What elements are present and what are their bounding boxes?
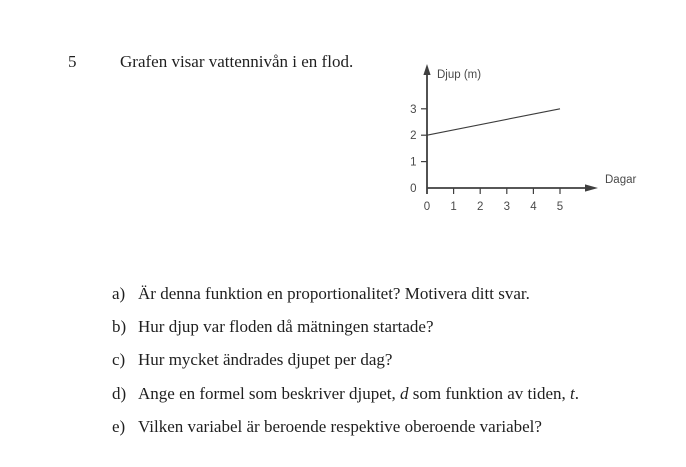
question-list (112, 277, 672, 443)
data-line (427, 109, 560, 135)
depth-vs-days-chart (398, 58, 674, 220)
x-tick-label: 0 (423, 201, 431, 213)
question-item-c (112, 343, 672, 376)
x-tick-label: 3 (503, 201, 511, 213)
question-text (138, 343, 392, 376)
x-tick-label: 1 (450, 201, 457, 213)
line-chart (398, 58, 674, 220)
x-tick-label: 5 (556, 201, 564, 213)
question-text (138, 310, 434, 343)
question-text-segment: Hur djup var floden då mätningen startade? (138, 317, 434, 337)
question-text-segment: som funktion av tiden, (408, 383, 570, 403)
question-text (138, 277, 530, 310)
x-axis-arrow (585, 184, 598, 191)
question-text-segment: Är denna funktion en proportionalitet? Motivera ditt svar. (138, 284, 530, 303)
question-text (138, 410, 542, 443)
x-tick-label: 2 (476, 201, 484, 213)
x-axis-title: Dagar (605, 174, 637, 186)
question-item-d (112, 377, 672, 410)
question-item-a (112, 277, 672, 310)
y-tick-label: 0 (410, 183, 417, 195)
question-text-segment: Hur mycket ändrades djupet per dag? (138, 350, 393, 370)
variable-symbol: d (400, 383, 409, 403)
y-tick-label: 2 (410, 130, 417, 143)
question-text (138, 377, 579, 410)
y-tick-label: 1 (410, 156, 417, 169)
question-item-e (112, 410, 672, 443)
x-tick-label: 4 (530, 201, 537, 213)
question-label: c) (112, 350, 126, 370)
problem-number: 5 (68, 52, 77, 71)
question-label: d) (112, 383, 127, 403)
variable-symbol: t (570, 383, 575, 403)
question-label: e) (112, 416, 126, 436)
problem-intro: Grafen visar vattennivån i en flod. (120, 52, 354, 71)
question-label: b) (112, 317, 127, 337)
question-item-b (112, 310, 672, 343)
y-axis-title: Djup (m) (437, 69, 482, 81)
y-tick-label: 3 (410, 103, 417, 116)
y-axis-arrow (423, 64, 430, 75)
question-text-segment: Vilken variabel är beroende respektive oberoende variabel? (138, 416, 542, 436)
question-label: a) (112, 284, 126, 303)
question-text-segment: . (574, 383, 579, 403)
question-text-segment: Ange en formel som beskriver djupet, (138, 383, 401, 403)
